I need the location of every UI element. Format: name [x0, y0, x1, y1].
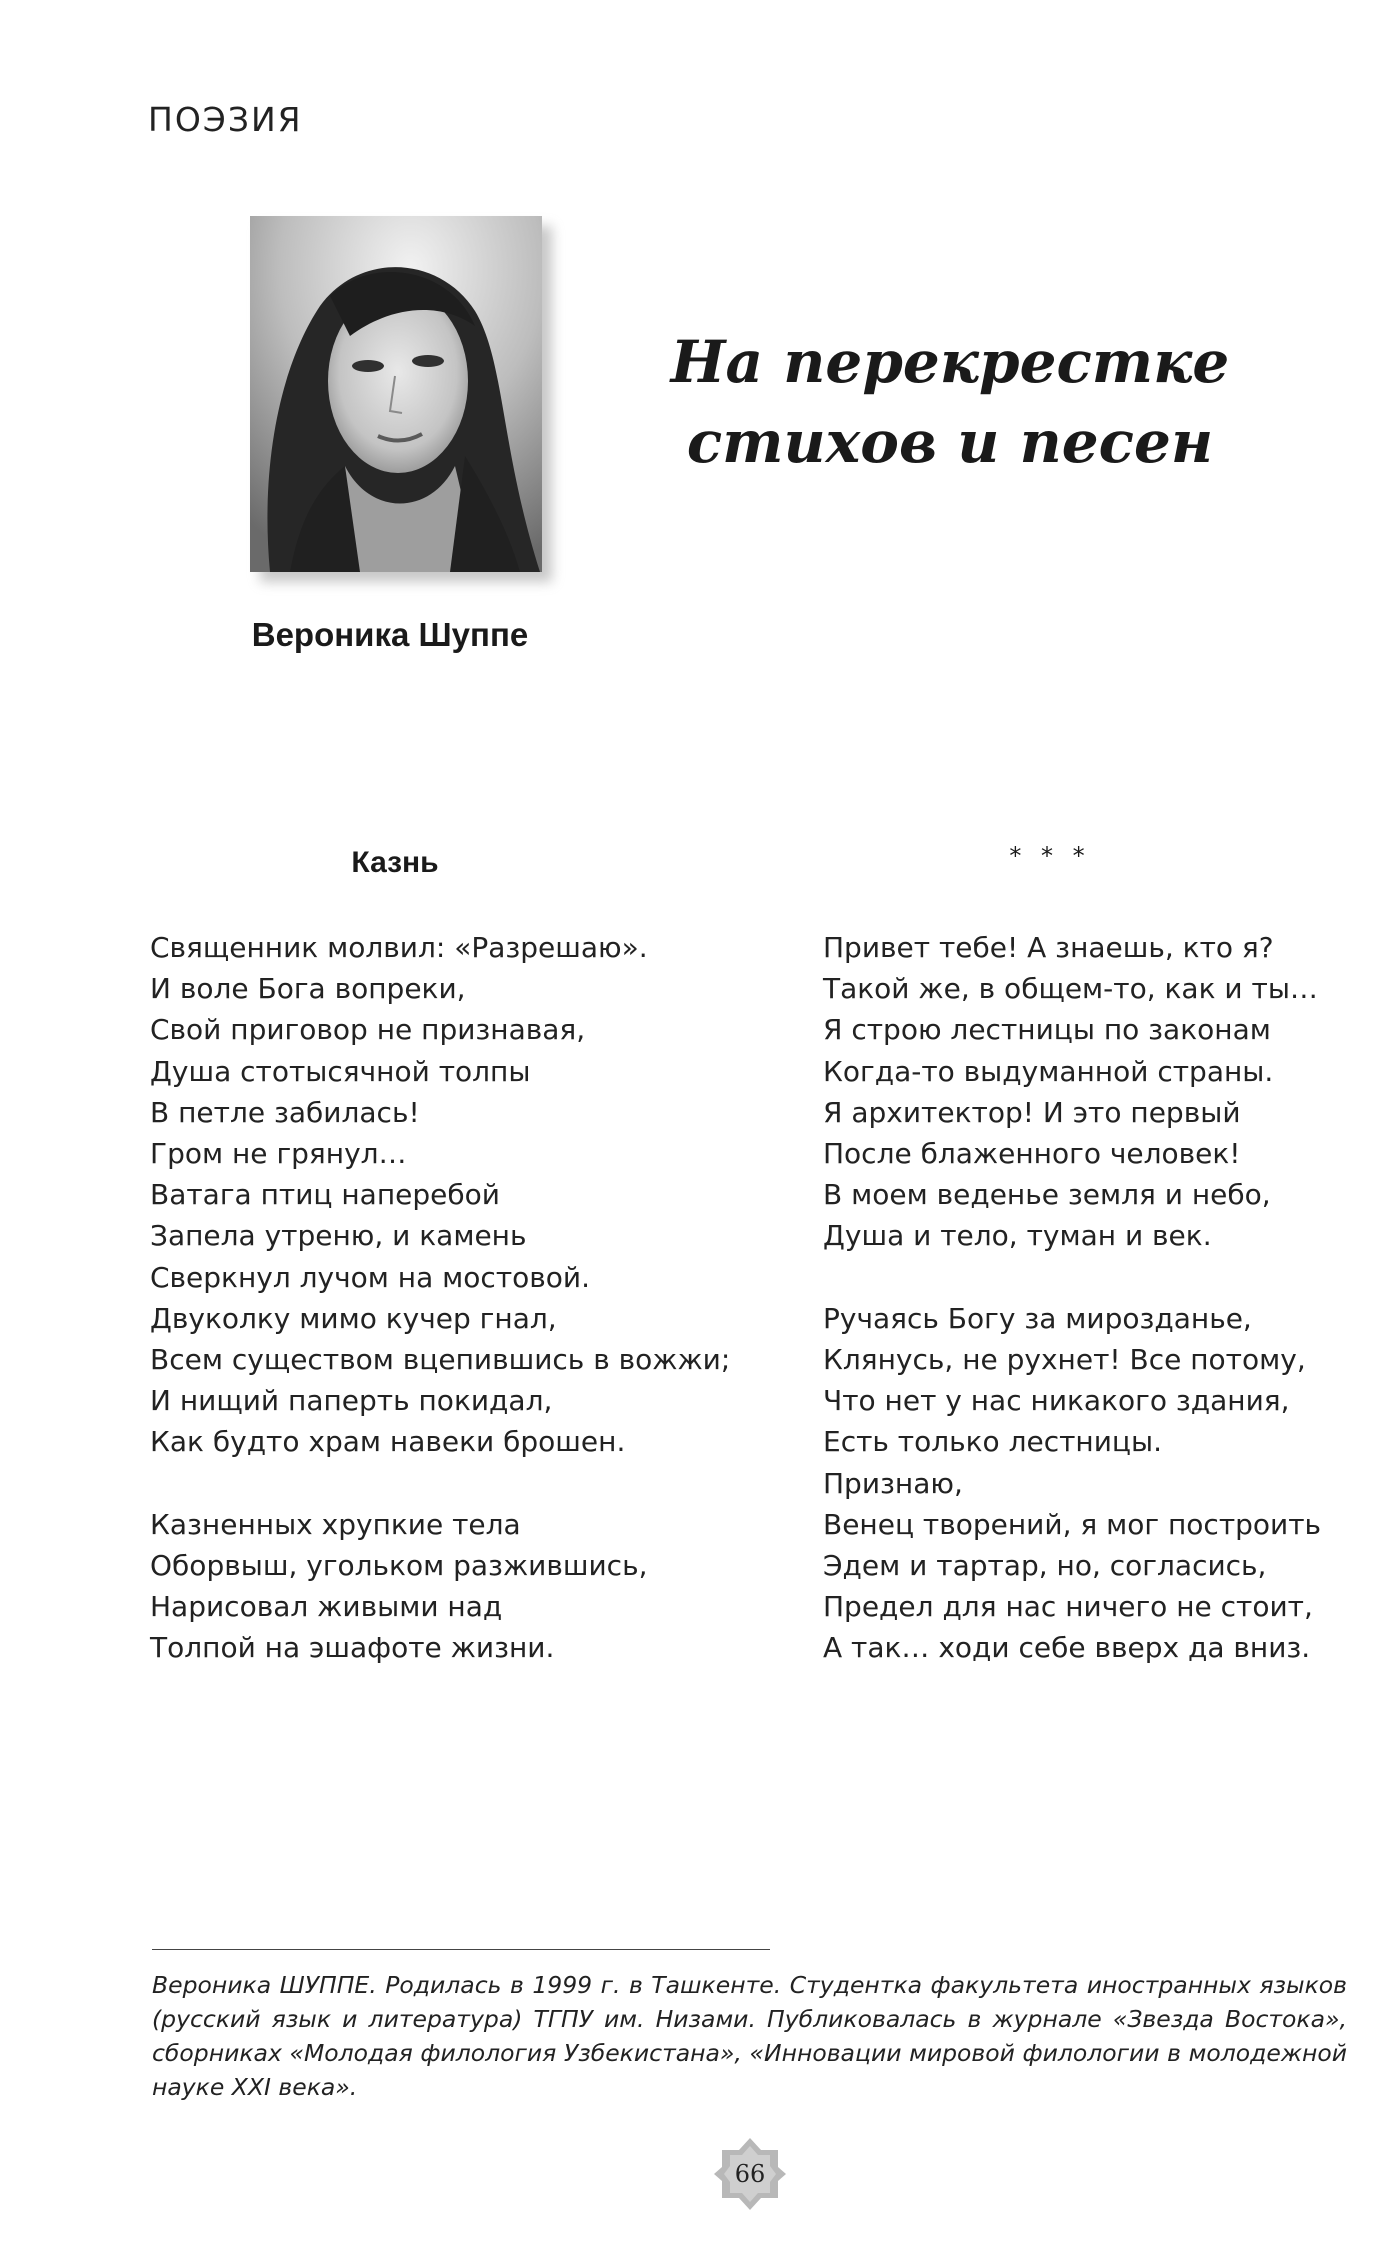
- stanza: [150, 927, 730, 1463]
- poem-line: Что нет у нас никакого здания,: [823, 1384, 1290, 1418]
- author-bio: Вероника ШУППЕ. Родилась в 1999 г. в Ташкенте. Студентка факультета иностранных языков (русский язык и литература) ТГПУ им. Низами. Публиковалась в журнале «Звезда Востока», сборниках «Молодая филология Узбекистана», «Инновации мировой филологии в молодежной науке XXI века».: [152, 1971, 1347, 2101]
- poem-line: После блаженного человек!: [823, 1137, 1241, 1171]
- author-name: Вероника Шуппе: [251, 616, 529, 653]
- poem-line: Ручаясь Богу за мирозданье,: [823, 1301, 1252, 1335]
- poem-line: Я строю лестницы по законам: [823, 1013, 1271, 1047]
- section-label: ПОЭЗИЯ: [148, 100, 303, 139]
- poem-line: И нищий паперть покидал,: [150, 1384, 553, 1418]
- poem-line: Душа стотысячной толпы: [150, 1054, 531, 1088]
- poem-line: Казненных хрупкие тела: [150, 1507, 521, 1541]
- page-title: [640, 322, 1260, 482]
- poem-line: Предел для нас ничего не стоит,: [823, 1590, 1313, 1624]
- stanza: [823, 1298, 1321, 1669]
- poem-left: [150, 927, 730, 1710]
- poem-line: В моем веденье земля и небо,: [823, 1178, 1271, 1212]
- poem-line: Свой приговор не признавая,: [150, 1013, 586, 1047]
- portrait-image: [250, 216, 542, 572]
- poem-line: Гром не грянул…: [150, 1137, 407, 1171]
- poem-line: Эдем и тартар, но, согласись,: [823, 1549, 1267, 1583]
- poem-line: Я архитектор! И это первый: [823, 1095, 1241, 1129]
- poem-line: Есть только лестницы.: [823, 1425, 1162, 1459]
- poem-line: Запела утреню, и камень: [150, 1219, 527, 1253]
- title-line-2: стихов и песен: [686, 408, 1214, 476]
- poem-line: Признаю,: [823, 1466, 963, 1500]
- poem-right: [823, 927, 1321, 1710]
- poem-line: В петле забилась!: [150, 1095, 420, 1129]
- poem-line: Венец творений, я мог построить: [823, 1507, 1322, 1541]
- poem-line: Как будто храм навеки брошен.: [150, 1425, 626, 1459]
- poem-line: Всем существом вцепившись в вожжи;: [150, 1343, 731, 1377]
- poem-line: Когда-то выдуманной страны.: [823, 1054, 1274, 1088]
- poem-line: Привет тебе! А знаешь, кто я?: [823, 931, 1274, 964]
- poem-line: Душа и тело, туман и век.: [823, 1219, 1212, 1253]
- poem-line: Сверкнул лучом на мостовой.: [150, 1260, 590, 1294]
- poem-title-left: Казнь: [351, 846, 439, 879]
- title-line-1: На перекрестке: [670, 328, 1230, 396]
- poem-line: Ватага птиц наперебой: [150, 1178, 500, 1212]
- stanza: [150, 1504, 730, 1669]
- poem-line: Нарисовал живыми над: [150, 1590, 503, 1624]
- page-number: 66: [734, 2160, 766, 2188]
- page-number-badge: [712, 2136, 788, 2212]
- poem-line: А так… ходи себе вверх да вниз.: [823, 1631, 1311, 1665]
- author-photo: [250, 216, 542, 572]
- poem-line: Оборвыш, угольком разжившись,: [150, 1549, 648, 1583]
- footnote-divider: [152, 1949, 770, 1950]
- poem-line: Клянусь, не рухнет! Все потому,: [823, 1343, 1306, 1377]
- poem-title-right: * * *: [1009, 842, 1091, 870]
- poem-line: Такой же, в общем-то, как и ты…: [823, 972, 1318, 1006]
- poem-line: Священник молвил: «Разрешаю».: [150, 931, 648, 964]
- poem-line: Двуколку мимо кучер гнал,: [150, 1301, 557, 1335]
- poem-line: Толпой на эшафоте жизни.: [150, 1631, 555, 1665]
- poem-line: И воле Бога вопреки,: [150, 972, 466, 1006]
- stanza: [823, 927, 1321, 1257]
